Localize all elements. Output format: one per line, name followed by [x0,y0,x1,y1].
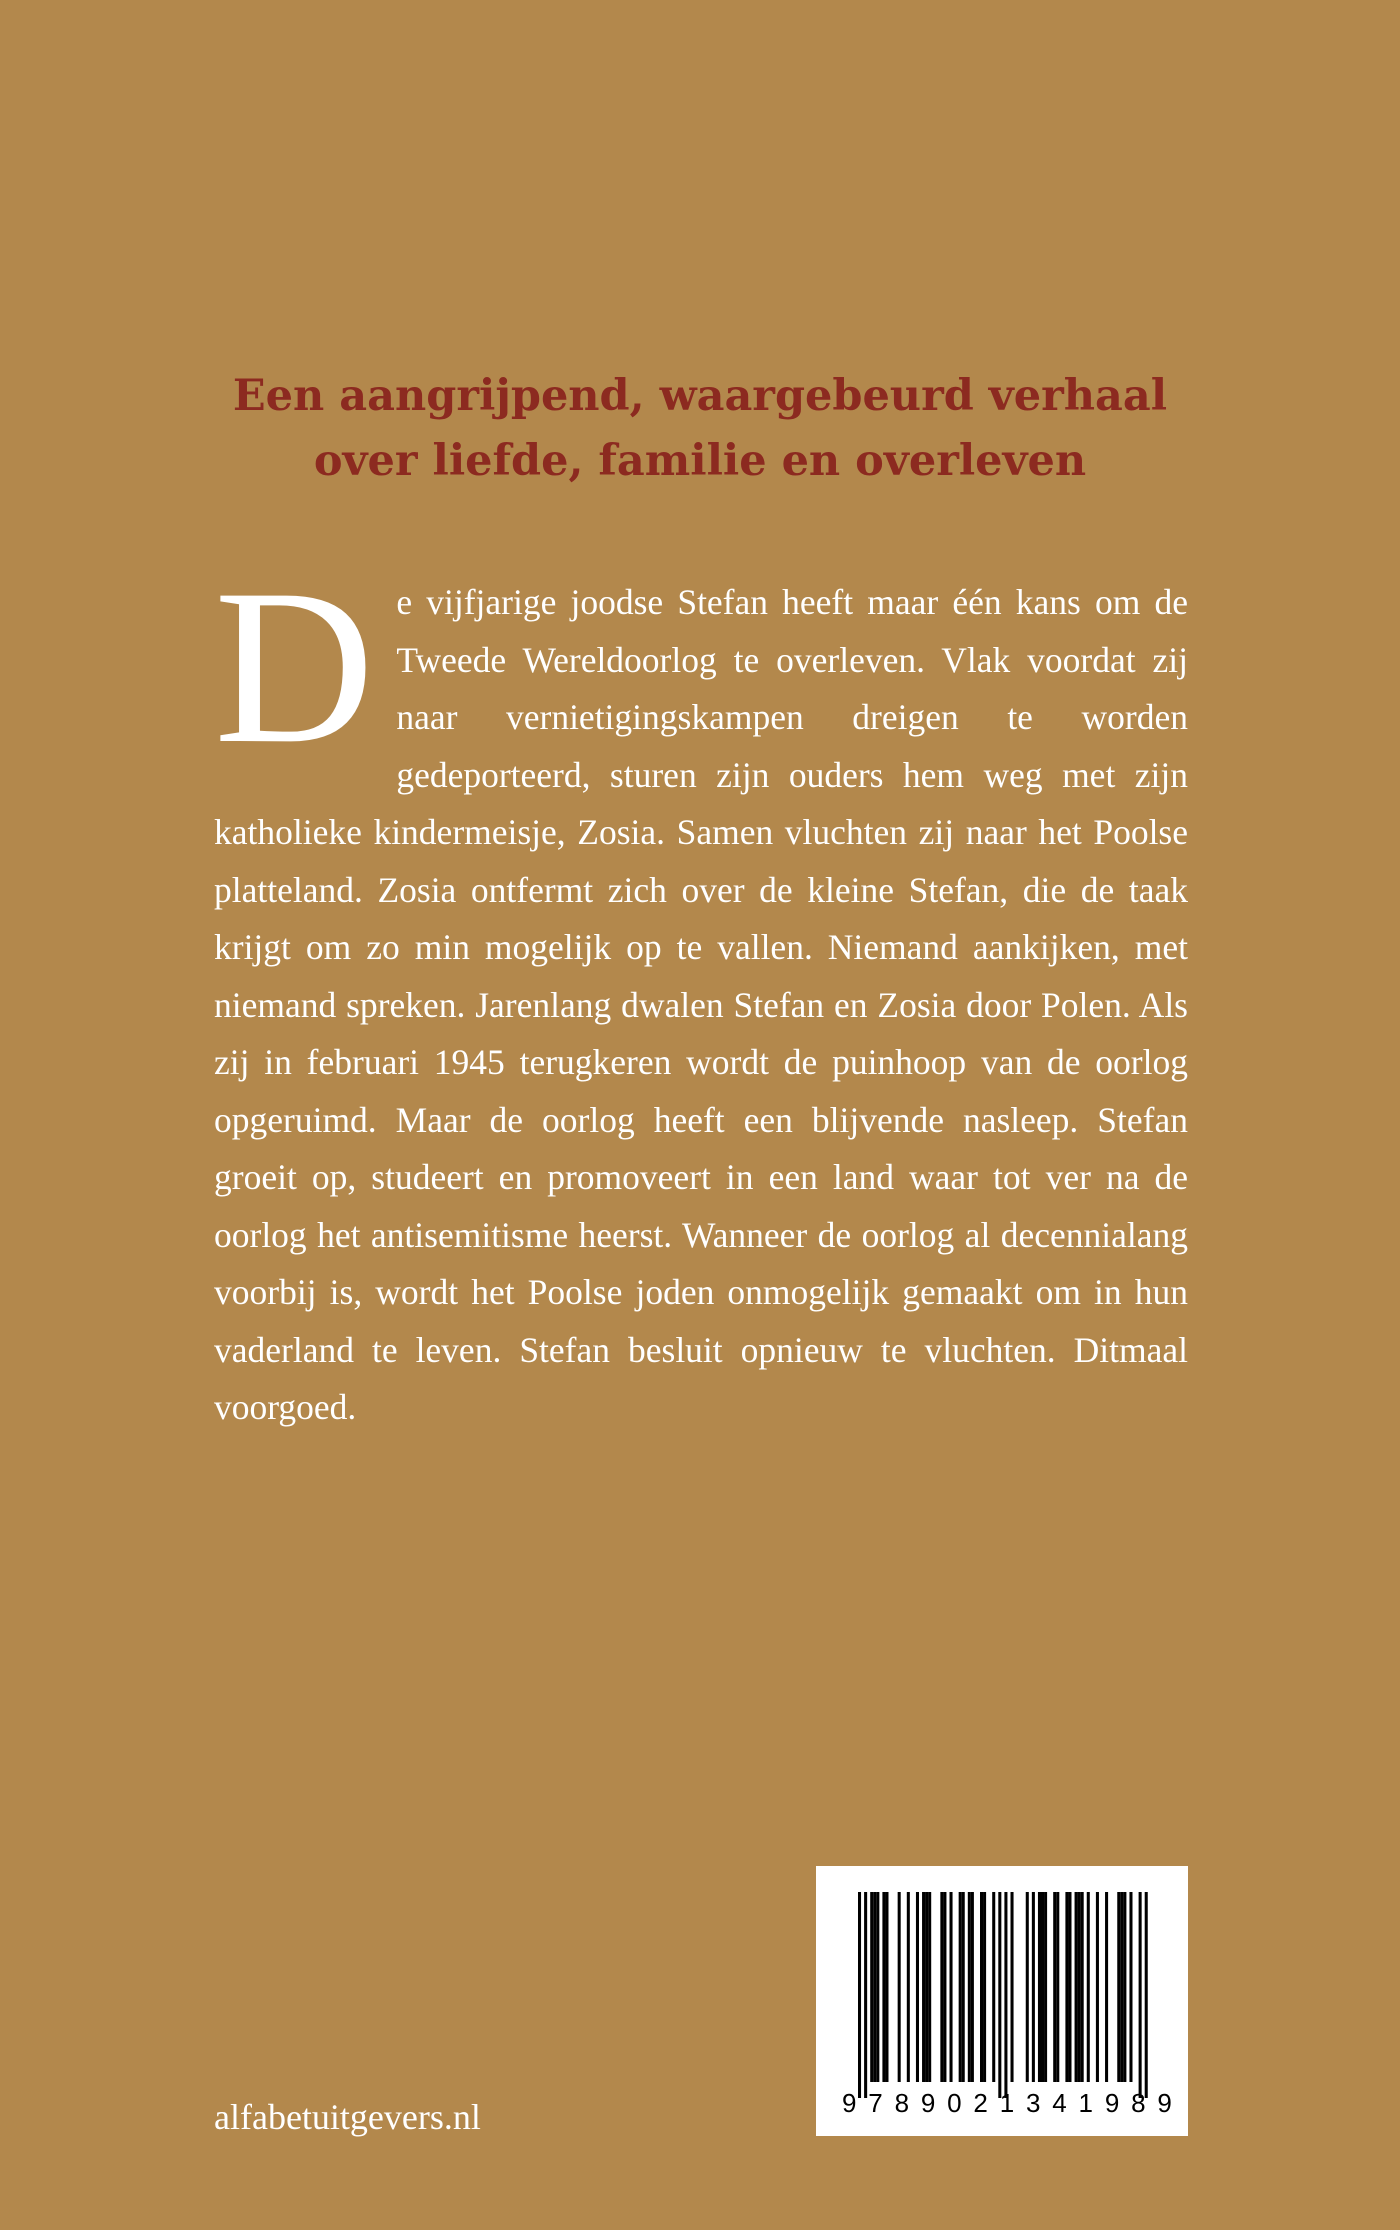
barcode-bar [928,1892,931,2082]
barcode-bar [922,1892,925,2082]
isbn-digit: 9 [842,2088,857,2118]
drop-cap: D [214,544,375,790]
barcode-bar [1129,1892,1132,2082]
barcode-bar [959,1892,962,2082]
barcode-bar [943,1892,946,2082]
barcode-bar [1139,1892,1142,2098]
barcode-bar [873,1892,876,2082]
barcode-bar [1053,1892,1056,2082]
barcode-bar [864,1892,867,2098]
barcode-bar [1087,1892,1090,2082]
barcode-bar [882,1892,885,2082]
barcode-bar [1096,1892,1099,2082]
isbn-digit: 0 [947,2088,962,2118]
blurb-text [214,544,1188,1437]
barcode-bar [1004,1892,1007,2098]
barcode-bar [980,1892,983,2082]
barcode-bar [1120,1892,1123,2082]
barcode-bar [940,1892,943,2082]
barcode-bar [983,1892,986,2082]
barcode-bar [950,1892,953,2082]
isbn-barcode [816,1866,1188,2136]
barcode-bar [968,1892,971,2082]
barcode-bar [1123,1892,1126,2082]
barcode-bar [876,1892,879,2082]
tagline [200,364,1200,494]
isbn-number [842,2088,1172,2118]
tagline-line-1: Een aangrijpend, waargebeurd verhaal [232,371,1168,421]
isbn-digit: 9 [1104,2088,1120,2118]
isbn-digit: 8 [1131,2088,1146,2118]
isbn-digit: 9 [1157,2088,1172,2118]
isbn-digit: 4 [1052,2088,1067,2118]
barcode-bar [1105,1892,1108,2082]
isbn-digit: 2 [973,2088,988,2118]
barcode-bar [1038,1892,1041,2082]
barcode-bar [1117,1892,1120,2082]
barcode-bar [1044,1892,1047,2082]
barcode-bar [1081,1892,1084,2082]
isbn-digit: 8 [894,2088,910,2118]
barcode-bar [971,1892,974,2082]
barcode-bar [962,1892,965,2082]
barcode-bar [1068,1892,1071,2082]
barcode-bar [925,1892,928,2082]
barcode-bar [1026,1892,1029,2082]
barcode-bar [1056,1892,1059,2082]
isbn-digit: 9 [920,2088,936,2118]
barcode-bar [1065,1892,1068,2082]
barcode-bar [898,1892,901,2082]
barcode-bar [1011,1892,1014,2082]
barcode-bar [907,1892,910,2082]
isbn-digit: 7 [868,2088,883,2118]
barcode-bar [916,1892,919,2082]
barcode-bar [998,1892,1001,2098]
isbn-digit: 3 [1025,2088,1041,2118]
isbn-digit: 1 [999,2088,1015,2118]
blurb-paragraph: e vijfjarige joodse Stefan heeft maar één kans om de Tweede Wereldoorlog te overleven. Vlak voordat zij naar vernietigingskampen dreigen te worden gedeporteerd, sturen zijn ouders hem weg met zijn katholieke kindermeisje, Zosia. Samen vluchten zij naar het Poolse platteland. Zosia ontfermt zich over de kleine Stefan, die de taak krijgt om zo min mogelijk op te vallen. Niemand aankijken, met niemand spreken. Jarenlang dwalen Stefan en Zosia door Polen. Als zij in februari 1945 terugkeren wordt de puinhoop van de oorlog opgeruimd. Maar de oorlog heeft een blijvende nasleep. Stefan groeit op, studeert en promoveert in een land waar tot ver na de oorlog het antisemitisme heerst. Wanneer de oorlog al decennialang voorbij is, wordt het Poolse joden onmogelijk gemaakt om in hun vaderland te leven. Stefan besluit opnieuw te vluchten. Ditmaal voorgoed. [214,582,1188,1427]
barcode-bar [1078,1892,1081,2082]
barcode-bar [1041,1892,1044,2082]
publisher-website: alfabetuitgevers.nl [214,2097,481,2137]
barcode-bar [1075,1892,1078,2082]
tagline-line-2: over liefde, familie en overleven [313,436,1087,486]
isbn-digit: 1 [1078,2088,1093,2118]
barcode-bar [870,1892,873,2082]
barcode-bar [858,1892,861,2098]
barcode-bar [885,1892,888,2082]
barcode-bar [1032,1892,1035,2082]
barcode-bar [992,1892,995,2082]
barcode-bar [1145,1892,1148,2098]
